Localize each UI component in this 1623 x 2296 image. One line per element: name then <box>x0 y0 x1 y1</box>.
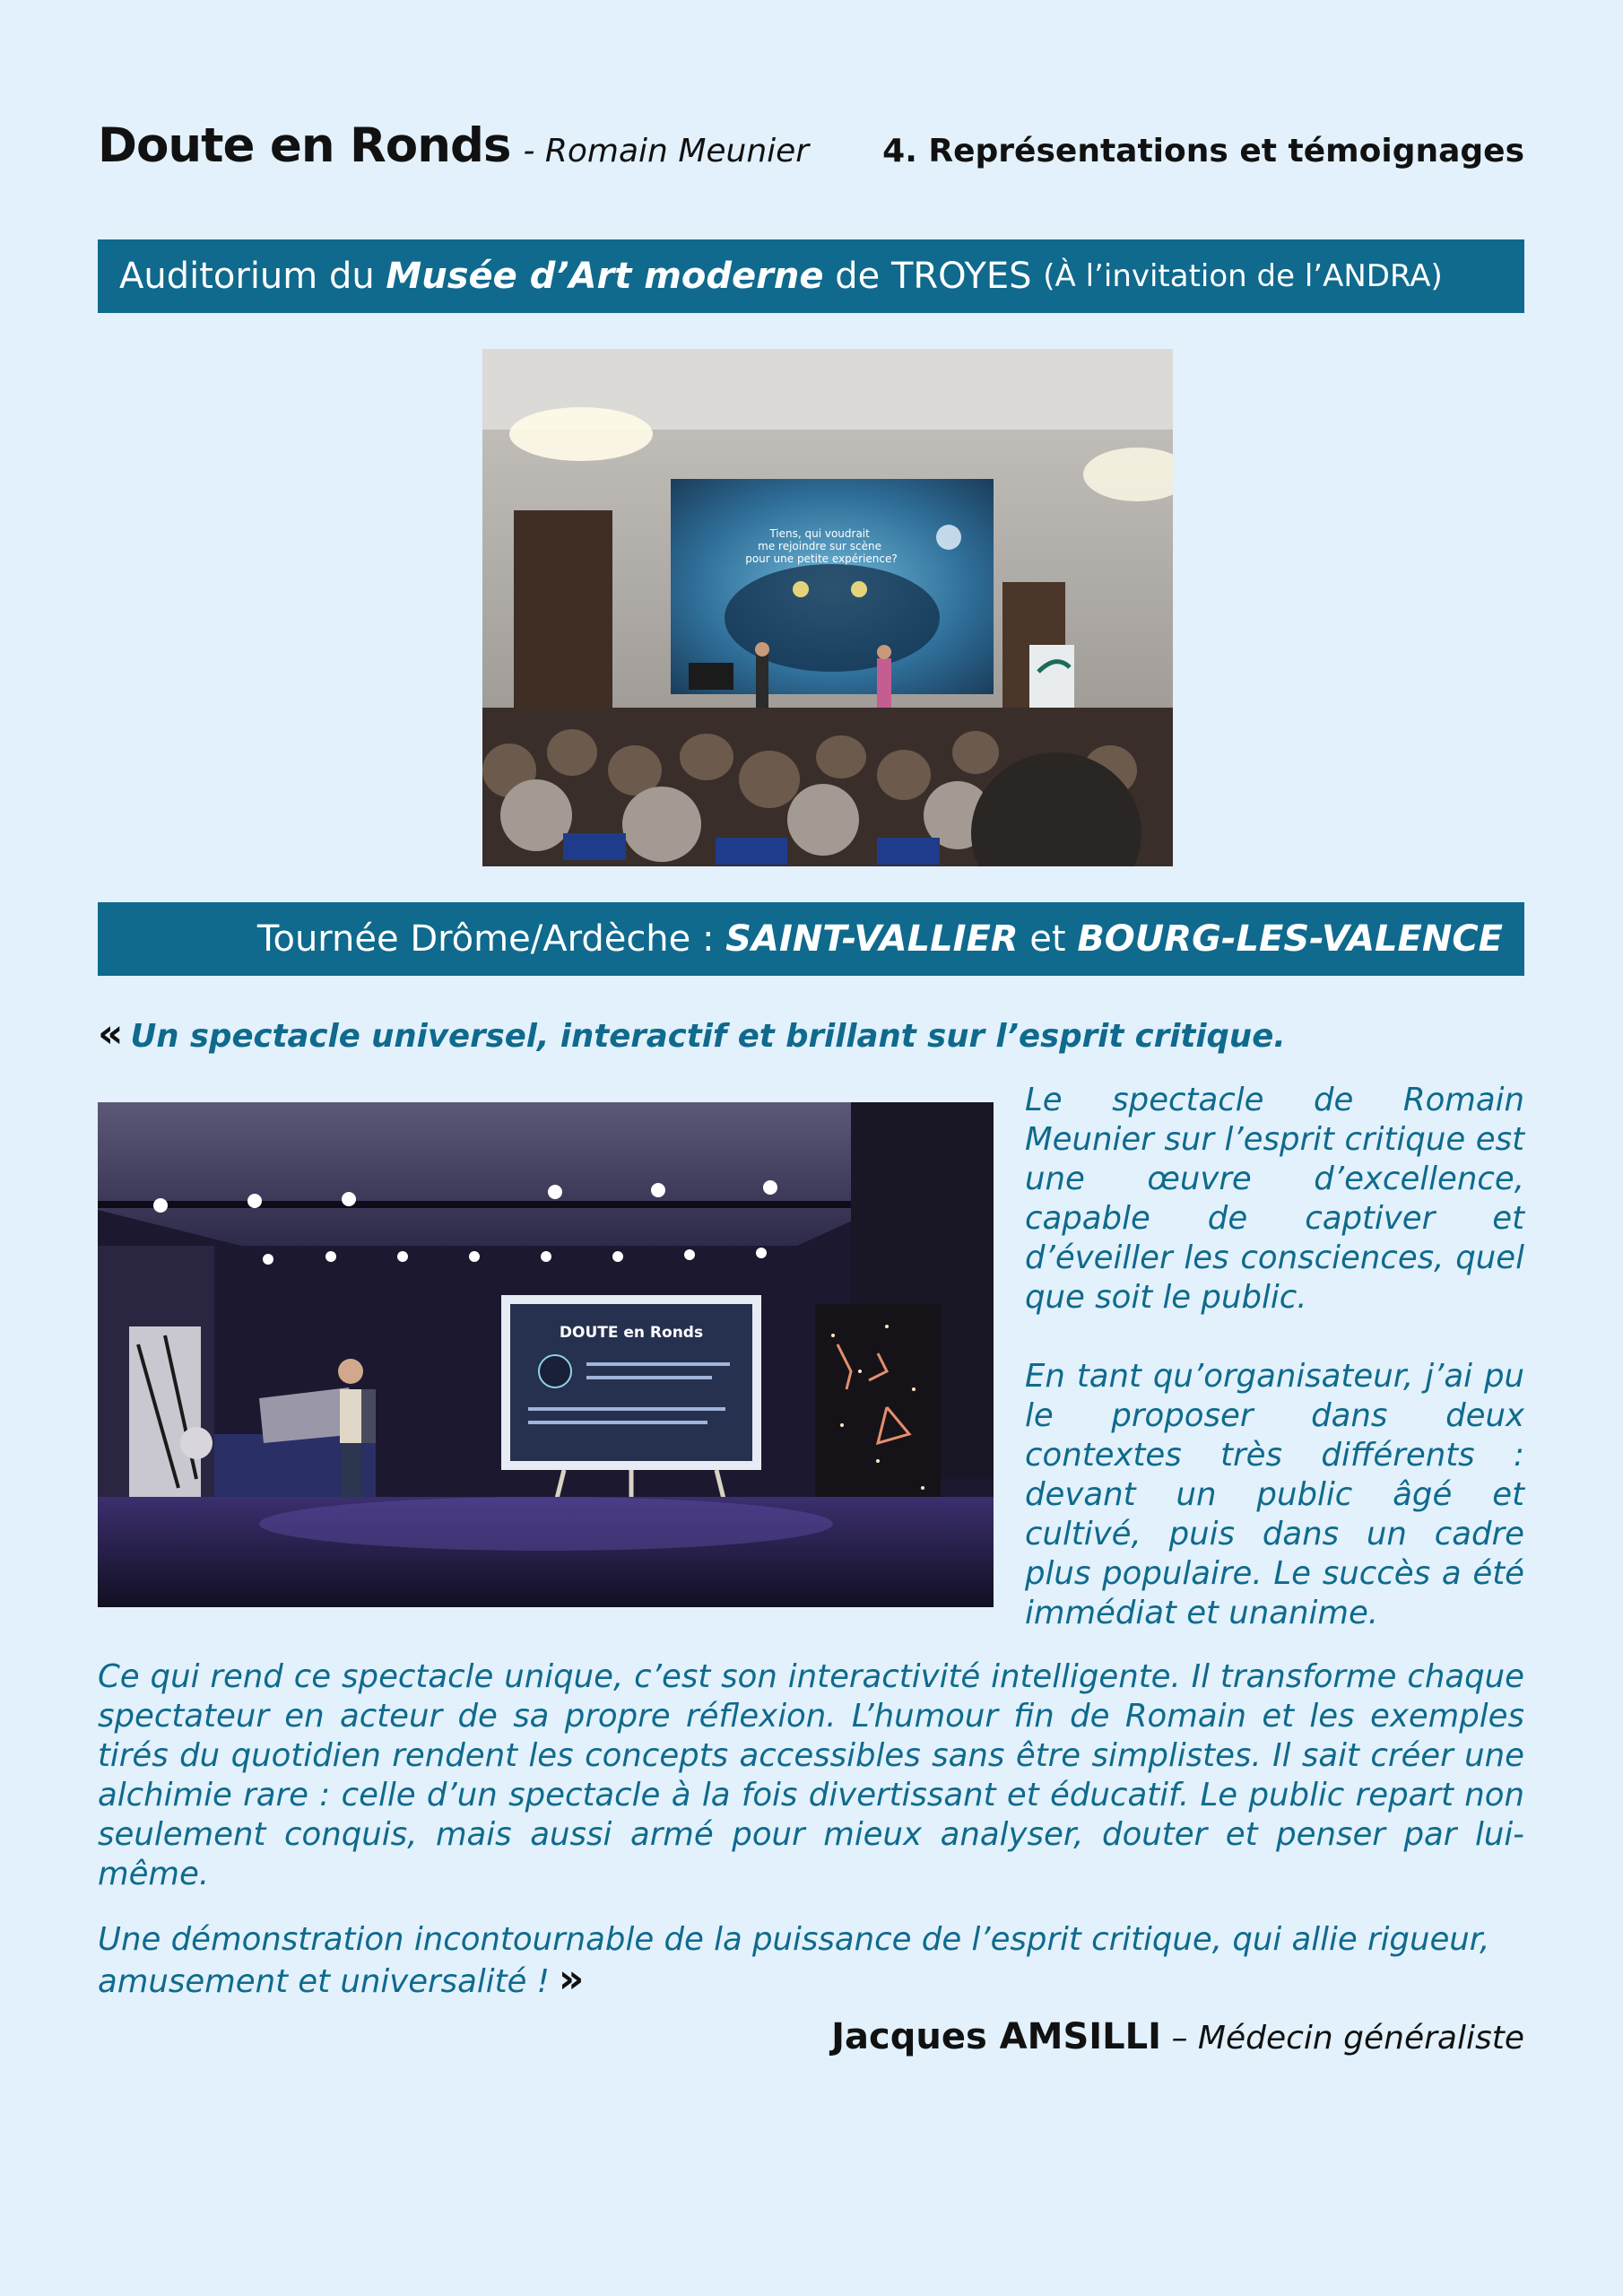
testimonial-paragraph-4 <box>98 1920 1524 2002</box>
banner-city-saint-vallier: SAINT-VALLIER <box>725 918 1019 960</box>
screen-caption: Tiens, qui voudrait me rejoindre sur scène pour une petite expérience? <box>745 527 898 565</box>
testimonial-paragraph-3: Ce qui rend ce spectacle unique, c’est son interactivité intelligente. Il transforme chaque spectateur en acteur de sa propre réflexion. L’humour fin de Romain et les exemples tirés du quotidien rendent les concepts accessibles sans être simplistes. Il sait créer une alchimie rare : celle d’un spectacle à la fois divertissant et éducatif. Le public repart non seulement conquis, mais aussi armé pour mieux analyser, douter et penser par lui-même. <box>98 1658 1524 1892</box>
auditorium-photo <box>482 349 1173 866</box>
stage-photo <box>98 1102 994 1607</box>
venue-banner-troyes <box>98 239 1524 313</box>
brand-name: Doute en Ronds <box>98 118 511 173</box>
testimonial-signature <box>831 2016 1524 2057</box>
testimonial-side-column <box>1025 1081 1524 1673</box>
tour-banner-drome-ardeche <box>98 902 1524 976</box>
stage-screen-title: DOUTE en Ronds <box>559 1324 704 1342</box>
testimonial-paragraph-1: Le spectacle de Romain Meunier sur l’esprit critique est une œuvre d’excellence, capable de captiver et d’éveiller les consciences, quel que soit le public. <box>1025 1082 1524 1316</box>
banner-text: et <box>1018 918 1078 960</box>
signature-name: Jacques AMSILLI <box>831 2016 1161 2057</box>
signature-role: – Médecin généraliste <box>1161 2020 1524 2057</box>
banner-invitation: (À l’invitation de l’ANDRA) <box>1043 258 1443 294</box>
testimonial-paragraph-2: En tant qu’organisateur, j’ai pu le proposer dans deux contextes très différents : devant un public âgé et cultivé, puis dans un cadre plus populaire. Le succès a été immédiat et unanime. <box>1025 1358 1524 1631</box>
banner-text: Tournée Drôme/Ardèche : <box>256 918 726 960</box>
author-name: - Romain Meunier <box>523 133 810 170</box>
banner-text: de TROYES <box>823 256 1044 297</box>
banner-city-bourg-les-valence: BOURG-LES-VALENCE <box>1077 918 1503 960</box>
header-title <box>98 118 809 172</box>
headline-text: Un spectacle universel, interactif et brillant sur l’esprit critique. <box>130 1018 1286 1055</box>
stage-photo-illustration <box>98 1102 994 1607</box>
auditorium-photo-illustration <box>482 349 1173 866</box>
close-quote-mark: » <box>558 1956 585 2002</box>
testimonial-headline <box>98 1011 1286 1057</box>
banner-museum: Musée d’Art moderne <box>386 256 824 297</box>
open-quote-mark: « <box>98 1011 124 1057</box>
section-title: 4. Représentations et témoignages <box>882 133 1524 170</box>
banner-text: Auditorium du <box>119 256 386 297</box>
closing-text: Une démonstration incontournable de la puissance de l’esprit critique, qui allie rigueur, amusement et universalité ! <box>98 1921 1490 2000</box>
